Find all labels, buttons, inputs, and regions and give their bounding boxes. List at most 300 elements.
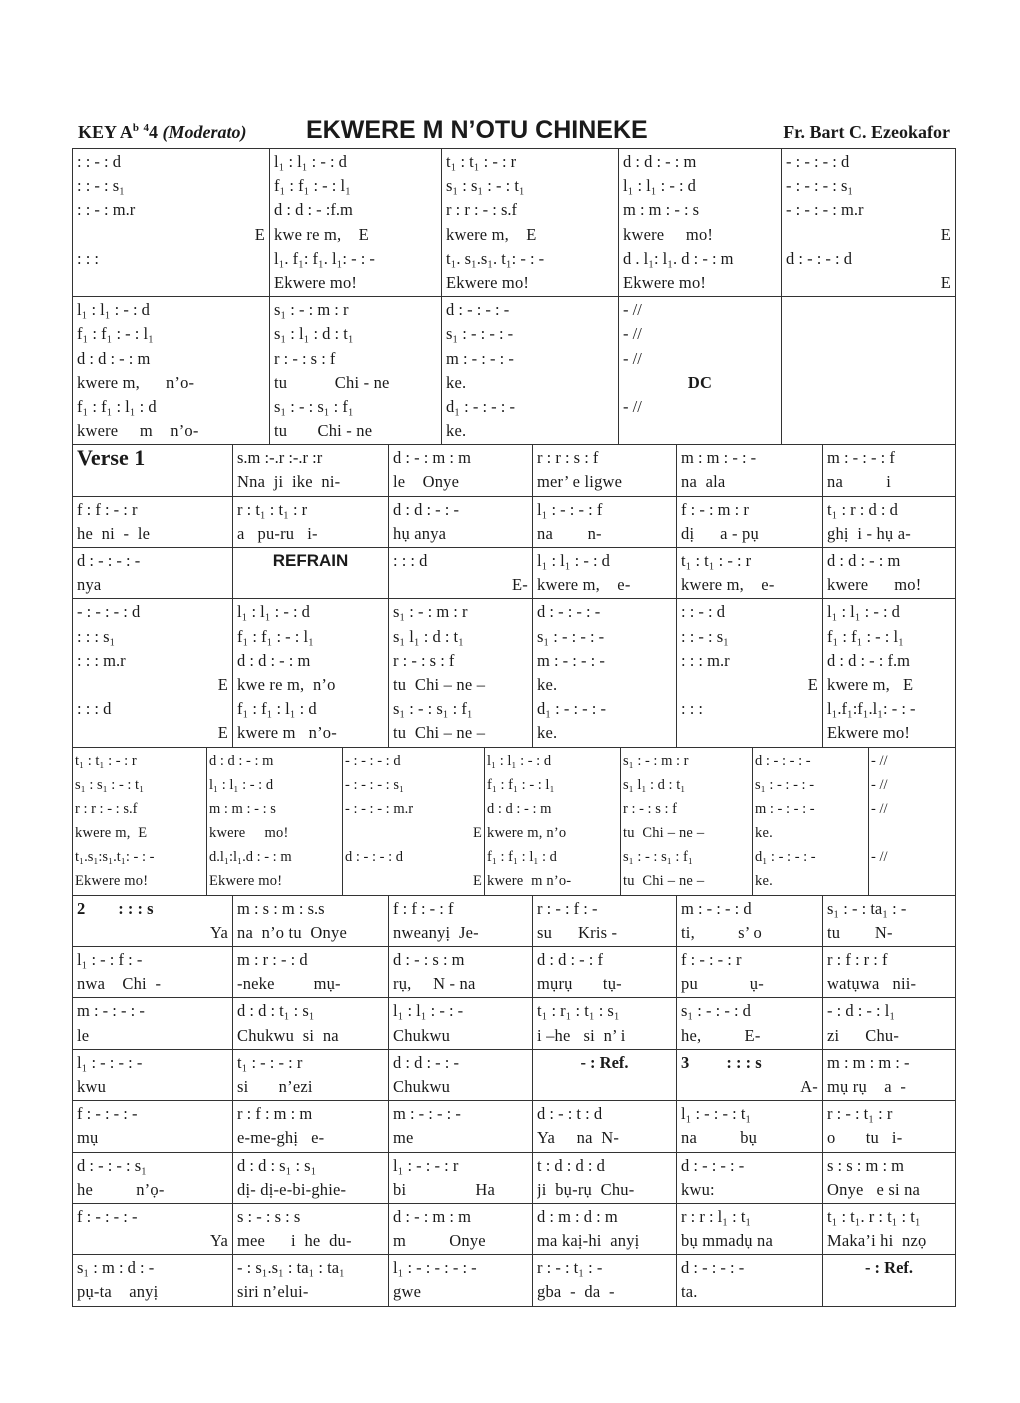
score-row: [72, 1153, 956, 1204]
score-line: - : Ref.: [580, 1052, 629, 1072]
score-line: me: [393, 1128, 414, 1148]
score-line: kwere mo!: [623, 224, 714, 244]
measure-cell: [676, 1255, 822, 1305]
score-line: s₁ l₁ : d : t₁: [623, 776, 686, 793]
score-line: bi Ha: [393, 1179, 496, 1199]
score-line: - //: [871, 800, 888, 817]
measure-cell: [388, 998, 532, 1048]
score-line: Nna ji ike ni-: [237, 472, 341, 492]
measure-cell: [620, 748, 752, 895]
score-line: kwere m, e-: [681, 575, 775, 595]
measure-cell: [72, 1204, 232, 1254]
score-line: he, E-: [681, 1025, 761, 1045]
score-line: l₁ : - : - : f: [537, 499, 603, 519]
score-row: [72, 1255, 956, 1306]
measure-cell: [618, 149, 781, 296]
measure-cell: [532, 1255, 676, 1305]
measure-cell: [676, 599, 822, 746]
score-line: - //: [623, 324, 642, 344]
score-line: E: [217, 723, 228, 743]
score-line: mụ rụ a -: [827, 1076, 907, 1096]
score-line: f₁ : f₁ : l₁ : d: [237, 699, 317, 719]
score-line: kwere mo!: [209, 825, 289, 842]
score-line: l₁ : - : - : t₁: [681, 1104, 752, 1124]
measure-cell: [822, 1101, 956, 1151]
score-line: [623, 419, 777, 443]
score-line: kwe re m, E: [274, 224, 369, 244]
score-line: d : - : - : -: [77, 551, 141, 570]
measure-cell: [269, 149, 441, 296]
score-line: d : - : s : m: [393, 950, 465, 969]
score-line: l₁ : - : - : - : -: [393, 1258, 477, 1278]
score-line: 2 : : : s: [77, 898, 154, 918]
score-line: l₁.f₁:f₁.l₁: - : -: [827, 699, 916, 719]
score-line: f₁ : f₁ : l₁ : d: [487, 849, 557, 866]
score-row: [72, 998, 956, 1049]
score-line: tu Chi – ne –: [623, 873, 705, 890]
score-line: d : d : - : -: [393, 499, 459, 519]
score-line: hụ anya: [393, 523, 447, 543]
measure-cell: [72, 445, 232, 495]
score-line: r : - : s : f: [623, 800, 677, 817]
measure-cell: [441, 149, 618, 296]
score-line: m : m : - : s: [209, 800, 276, 817]
measure-cell: [532, 947, 676, 997]
measure-cell: [72, 548, 232, 598]
score-line: Ekwere mo!: [446, 272, 530, 292]
score-line: - //: [623, 396, 642, 416]
score-line: t₁ : t₁ : - : r: [75, 752, 137, 769]
score-line: m : - : - : -: [755, 800, 815, 817]
score-line: d : - : - : -: [537, 602, 601, 622]
score-line: f : - : m : r: [681, 499, 749, 519]
measure-cell: [206, 748, 342, 895]
measure-cell: [441, 297, 618, 444]
score-line: REFRAIN: [272, 551, 349, 570]
score-line: - //: [623, 300, 642, 320]
score-line: bụ mmadụ na: [681, 1231, 774, 1251]
score-line: : : - : d: [77, 152, 121, 171]
score-line: ke.: [755, 873, 773, 890]
score-line: r : t₁ : t₁ : r: [237, 499, 308, 519]
score-line: m : - : - : -: [393, 1104, 461, 1124]
score-line: na i: [827, 472, 892, 492]
score-line: [537, 1075, 672, 1099]
measure-cell: [388, 599, 532, 746]
score-line: ke.: [755, 825, 773, 842]
score-line: s₁ : m : d : -: [77, 1258, 155, 1278]
score-line: d : - : m : m: [393, 1206, 471, 1226]
score-line: ma kaị-hi anyị: [537, 1231, 640, 1251]
score-row: [72, 148, 956, 297]
score-line: l₁ : - : - : -: [77, 1052, 143, 1072]
score-line: - : Ref.: [864, 1258, 914, 1278]
measure-cell: [752, 748, 868, 895]
score-line: : : :: [681, 699, 704, 719]
score-line: d : d : - : m: [237, 650, 311, 670]
score-row: [72, 548, 956, 599]
score-line: E: [940, 272, 951, 292]
score-line: m : s : m : s.s: [237, 898, 325, 918]
score-line: E: [254, 224, 265, 244]
score-line: s₁ : - : - : -: [755, 776, 815, 793]
score-line: d : d : - : f: [537, 950, 603, 969]
key-signature: [78, 122, 246, 143]
score-line: t₁ : t₁ : - : r: [446, 152, 517, 171]
score-row: [72, 748, 956, 896]
score-line: l₁ : l₁ : - : d: [237, 602, 310, 622]
score-line: kwere m, E: [75, 825, 148, 842]
score-line: s₁ : - : s₁ : f₁: [393, 699, 473, 719]
score-line: pu ụ-: [681, 974, 764, 994]
score-line: d . l₁: l₁. d : - : m: [623, 248, 734, 268]
composer-name: Fr. Bart C. Ezeokafor: [783, 122, 950, 142]
score-line: m : m : - : s: [623, 200, 700, 220]
score-line: t₁. s₁.s₁. t₁: - : -: [446, 248, 545, 268]
score-line: m : - : - : -: [77, 1001, 145, 1021]
score-line: r : - : s : f: [274, 348, 336, 368]
score-line: ta.: [681, 1282, 698, 1302]
tempo-marking: (Moderato): [162, 122, 247, 142]
score-line: E: [940, 224, 951, 244]
measure-cell: [532, 1101, 676, 1151]
score-line: E: [472, 825, 482, 842]
measure-cell: [532, 998, 676, 1048]
score-line: [77, 271, 265, 295]
score-header: [78, 118, 950, 148]
score-line: d : - : m : m: [393, 448, 471, 468]
score-line: le Onye: [393, 472, 460, 492]
score-line: d : d : t₁ : s₁: [237, 1001, 315, 1021]
measure-cell: [676, 1101, 822, 1151]
score-line: Ekwere mo!: [209, 873, 283, 890]
score-line: nwa Chi -: [77, 974, 162, 994]
measure-cell: [781, 149, 956, 296]
measure-cell: [822, 1153, 956, 1203]
score-row: [72, 445, 956, 496]
score-line: dị- dị-e-bi-ghie-: [237, 1179, 347, 1199]
score-line: s₁ : - : s₁ : f₁: [623, 849, 693, 866]
score-line: d : d : - :f.m: [274, 200, 353, 220]
score-line: i –he si n’ i: [537, 1025, 626, 1045]
measure-cell: [388, 896, 532, 946]
measure-cell: [232, 548, 388, 598]
score-line: Chukwu: [393, 1025, 451, 1045]
score-line: kwu:: [681, 1179, 715, 1199]
score-line: - : - : - : d: [77, 602, 141, 622]
score-line: - //: [871, 752, 888, 769]
measure-cell: [232, 998, 388, 1048]
score-line: [786, 347, 951, 371]
score-line: d.l₁:l₁.d : - : m: [209, 849, 292, 866]
score-line: - //: [871, 849, 888, 866]
score-line: ke.: [537, 723, 558, 743]
measure-cell: [822, 1255, 956, 1305]
score-line: kwere m, E: [827, 674, 914, 694]
measure-cell: [676, 548, 822, 598]
score-line: s₁ : - : - : -: [446, 324, 514, 344]
score-line: Maka’i hi nzọ: [827, 1231, 927, 1251]
score-line: - : - : - : d: [786, 152, 850, 171]
score-line: kwere mo!: [827, 575, 922, 595]
score-line: ghị i - hụ a-: [827, 523, 911, 543]
measure-cell: [388, 445, 532, 495]
score-row: [72, 896, 956, 947]
score-line: r : - : t₁ : r: [827, 1104, 893, 1124]
score-line: [786, 419, 951, 443]
score-line: f : - : - : -: [77, 1104, 138, 1124]
score-line: kwere m n’o-: [77, 421, 199, 441]
score-line: mụ: [77, 1128, 99, 1148]
score-row: [72, 297, 956, 445]
score-line: - : - : - : m.r: [345, 800, 414, 817]
measure-cell: [388, 1255, 532, 1305]
score-line: t₁ : r₁ : t₁ : s₁: [537, 1001, 620, 1021]
measure-cell: [532, 599, 676, 746]
measure-cell: [232, 1153, 388, 1203]
score-line: [827, 1280, 951, 1304]
score-line: m : - : - : f: [827, 448, 895, 468]
score-line: dị a - pụ: [681, 523, 759, 543]
score-line: ke.: [446, 372, 467, 392]
measure-cell: [388, 1153, 532, 1203]
measure-cell: [72, 599, 232, 746]
score-line: [681, 721, 818, 745]
score-line: f₁ : f₁ : l₁ : d: [77, 396, 157, 416]
measure-cell: [269, 297, 441, 444]
score-line: le: [77, 1025, 90, 1045]
measure-cell: [822, 896, 956, 946]
score-line: : : - : m.r: [77, 200, 136, 220]
score-line: [786, 298, 951, 322]
score-line: kwe re m, n’o: [237, 674, 336, 694]
score-line: E: [217, 674, 228, 694]
score-line: d : - : t : d: [537, 1104, 603, 1124]
song-title: EKWERE M N’OTU CHINEKE: [306, 116, 648, 144]
score-line: m : m : m : -: [827, 1052, 910, 1072]
measure-cell: [72, 1101, 232, 1151]
score-line: na ala: [681, 472, 726, 492]
score-line: Ekwere mo!: [75, 873, 149, 890]
score-line: - : - : - : m.r: [786, 200, 864, 220]
score-line: f₁ : f₁ : - : l₁: [274, 176, 351, 196]
score-line: nya: [77, 575, 102, 595]
score-line: - : - : - : d: [345, 752, 401, 769]
score-line: l₁ : - : f : -: [77, 950, 143, 969]
measure-cell: [676, 1153, 822, 1203]
score-line: d : d : - : m: [827, 551, 901, 570]
measure-cell: [72, 947, 232, 997]
score-line: Onye e si na: [827, 1179, 921, 1199]
measure-cell: [232, 1204, 388, 1254]
score-line: d : - : - : d: [345, 849, 403, 866]
score-line: [237, 573, 384, 597]
score-line: : : : d: [77, 699, 112, 719]
score-line: : : - : s₁: [681, 626, 729, 646]
measure-cell: [532, 548, 676, 598]
measure-cell: [72, 149, 269, 296]
score-line: rụ, N - na: [393, 974, 476, 994]
score-line: d : d : - : m: [487, 800, 552, 817]
score-line: m : - : - : d: [681, 898, 752, 918]
score-line: tu Chi – ne –: [393, 723, 486, 743]
score-line: l₁ : l₁ : - : d: [209, 776, 274, 793]
measure-cell: [72, 1255, 232, 1305]
score-line: : : - : s₁: [77, 176, 125, 196]
measure-cell: [676, 497, 822, 547]
score-line: d : m : d : m: [537, 1206, 618, 1226]
time-denominator: 4: [148, 122, 158, 142]
score-line: t₁ : t₁ : - : r: [681, 551, 752, 570]
score-line: tu Chi – ne –: [393, 674, 486, 694]
measure-cell: [822, 947, 956, 997]
score-line: d : d : - : m: [623, 152, 697, 171]
score-line: A-: [800, 1076, 818, 1096]
key-flat: b: [132, 122, 139, 134]
score-line: tu Chi - ne: [274, 421, 373, 441]
score-line: 3 : : : s: [681, 1052, 762, 1072]
score-line: ji bụ-rụ Chu-: [537, 1179, 635, 1199]
score-line: ke.: [446, 421, 467, 441]
score-line: s₁ l₁ : d : t₁: [393, 626, 464, 646]
score-line: l₁ : l₁ : - : d: [274, 152, 347, 171]
score-line: tu N-: [827, 922, 893, 942]
score-line: gba - da -: [537, 1282, 615, 1302]
score-line: na n’o tu Onye: [237, 922, 347, 942]
score-line: Ekwere mo!: [827, 723, 911, 743]
score-line: tu Chi - ne: [274, 372, 390, 392]
score-row: [72, 1204, 956, 1255]
score-line: s₁ : - : ta₁ : -: [827, 898, 907, 918]
measure-cell: [388, 947, 532, 997]
measure-cell: [676, 445, 822, 495]
measure-cell: [388, 1050, 532, 1100]
score-line: r : f : m : m: [237, 1104, 313, 1124]
score-line: kwu: [77, 1076, 107, 1096]
score-line: s₁ : l₁ : d : t₁: [274, 324, 354, 344]
score-line: l₁ : l₁ : - : -: [393, 1001, 464, 1021]
score-line: e-me-ghị e-: [237, 1128, 325, 1148]
score-row: [72, 1050, 956, 1101]
score-line: kwere m n’o-: [487, 873, 572, 890]
measure-cell: [232, 497, 388, 547]
measure-cell: [781, 297, 956, 444]
score-line: na n-: [537, 523, 602, 543]
score-line: [786, 395, 951, 419]
score-line: l₁. f₁: f₁. l₁: - : -: [274, 248, 375, 268]
score-line: d₁ : - : - : -: [755, 849, 816, 866]
measure-cell: [72, 497, 232, 547]
score-line: r : - : s : f: [393, 650, 455, 670]
score-line: gwe: [393, 1282, 422, 1302]
score-line: E: [807, 674, 818, 694]
score-line: E-: [512, 575, 528, 595]
score-line: ke.: [537, 674, 558, 694]
score-line: d : d : - : f.m: [827, 650, 910, 670]
score-line: kwere m, e-: [537, 575, 631, 595]
score-line: a pu-ru i-: [237, 523, 318, 543]
measure-cell: [532, 1153, 676, 1203]
score-line: t₁ : t₁. r : t₁ : t₁: [827, 1206, 921, 1226]
measure-cell: [232, 896, 388, 946]
score-line: : : - : d: [681, 602, 725, 622]
measure-cell: [676, 896, 822, 946]
score-line: r : f : r : f: [827, 950, 888, 969]
score-line: : : : d: [393, 551, 428, 570]
score-line: d : d : - : -: [393, 1052, 459, 1072]
measure-cell: [822, 1050, 956, 1100]
score-line: [786, 371, 951, 395]
measure-cell: [388, 497, 532, 547]
score-line: m Onye: [393, 1231, 486, 1251]
score-line: su Kris -: [537, 922, 618, 942]
score-line: l₁ : l₁ : - : d: [623, 176, 696, 196]
score-line: f : f : - : r: [77, 499, 138, 519]
measure-cell: [232, 947, 388, 997]
score-line: siri n’elui-: [237, 1282, 309, 1302]
measure-cell: [532, 497, 676, 547]
measure-cell: [232, 1101, 388, 1151]
score-line: : : : m.r: [681, 650, 730, 670]
score-line: [77, 470, 228, 494]
score-line: l₁ : - : - : r: [393, 1155, 459, 1175]
score-line: t : d : d : d: [537, 1155, 605, 1175]
measure-cell: [72, 998, 232, 1048]
score-line: Verse 1: [77, 446, 146, 471]
measure-cell: [822, 599, 956, 746]
score-line: Chukwu: [393, 1076, 451, 1096]
measure-cell: [676, 947, 822, 997]
measure-cell: [484, 748, 620, 895]
score-line: s₁ : s₁ : - : t₁: [75, 776, 145, 793]
measure-cell: [532, 1204, 676, 1254]
time-signature: 4: [143, 122, 149, 134]
score-line: - : s₁.s₁ : ta₁ : ta₁: [237, 1258, 345, 1278]
score-line: - : - : - : s₁: [786, 176, 854, 196]
measure-cell: [618, 297, 781, 444]
score-line: E: [472, 873, 482, 890]
score-line: tu Chi – ne –: [623, 825, 705, 842]
score-line: kwere m, n’o-: [77, 372, 195, 392]
score-line: d : - : - : -: [755, 752, 811, 769]
score-line: d : - : - : -: [681, 1258, 745, 1278]
score-row: [72, 497, 956, 548]
score-line: pụ-ta anyị: [77, 1282, 159, 1302]
score-line: t₁ : r : d : d: [827, 499, 898, 519]
measure-cell: [388, 1101, 532, 1151]
score-row: [72, 947, 956, 998]
score-line: -neke mụ-: [237, 974, 341, 994]
score-line: f : - : - : r: [681, 950, 742, 969]
score-line: m : m : - : -: [681, 448, 757, 468]
score-line: na bụ: [681, 1128, 758, 1148]
measure-cell: [676, 1050, 822, 1100]
score-line: zi Chu-: [827, 1025, 900, 1045]
measure-cell: [388, 548, 532, 598]
score-line: ti, s’ o: [681, 922, 763, 942]
score-line: d : d : - : m: [77, 348, 151, 368]
measure-cell: [232, 445, 388, 495]
score-line: - : d : - : l₁: [827, 1001, 896, 1021]
measure-cell: [232, 1050, 388, 1100]
measure-cell: [676, 998, 822, 1048]
score-line: d₁ : - : - : -: [537, 699, 606, 719]
score-line: Ekwere mo!: [623, 272, 707, 292]
score-line: d : - : - : -: [446, 300, 510, 320]
score-line: : : : s₁: [77, 626, 116, 646]
measure-cell: [822, 1204, 956, 1254]
score-line: kwere m, n’o: [487, 825, 567, 842]
